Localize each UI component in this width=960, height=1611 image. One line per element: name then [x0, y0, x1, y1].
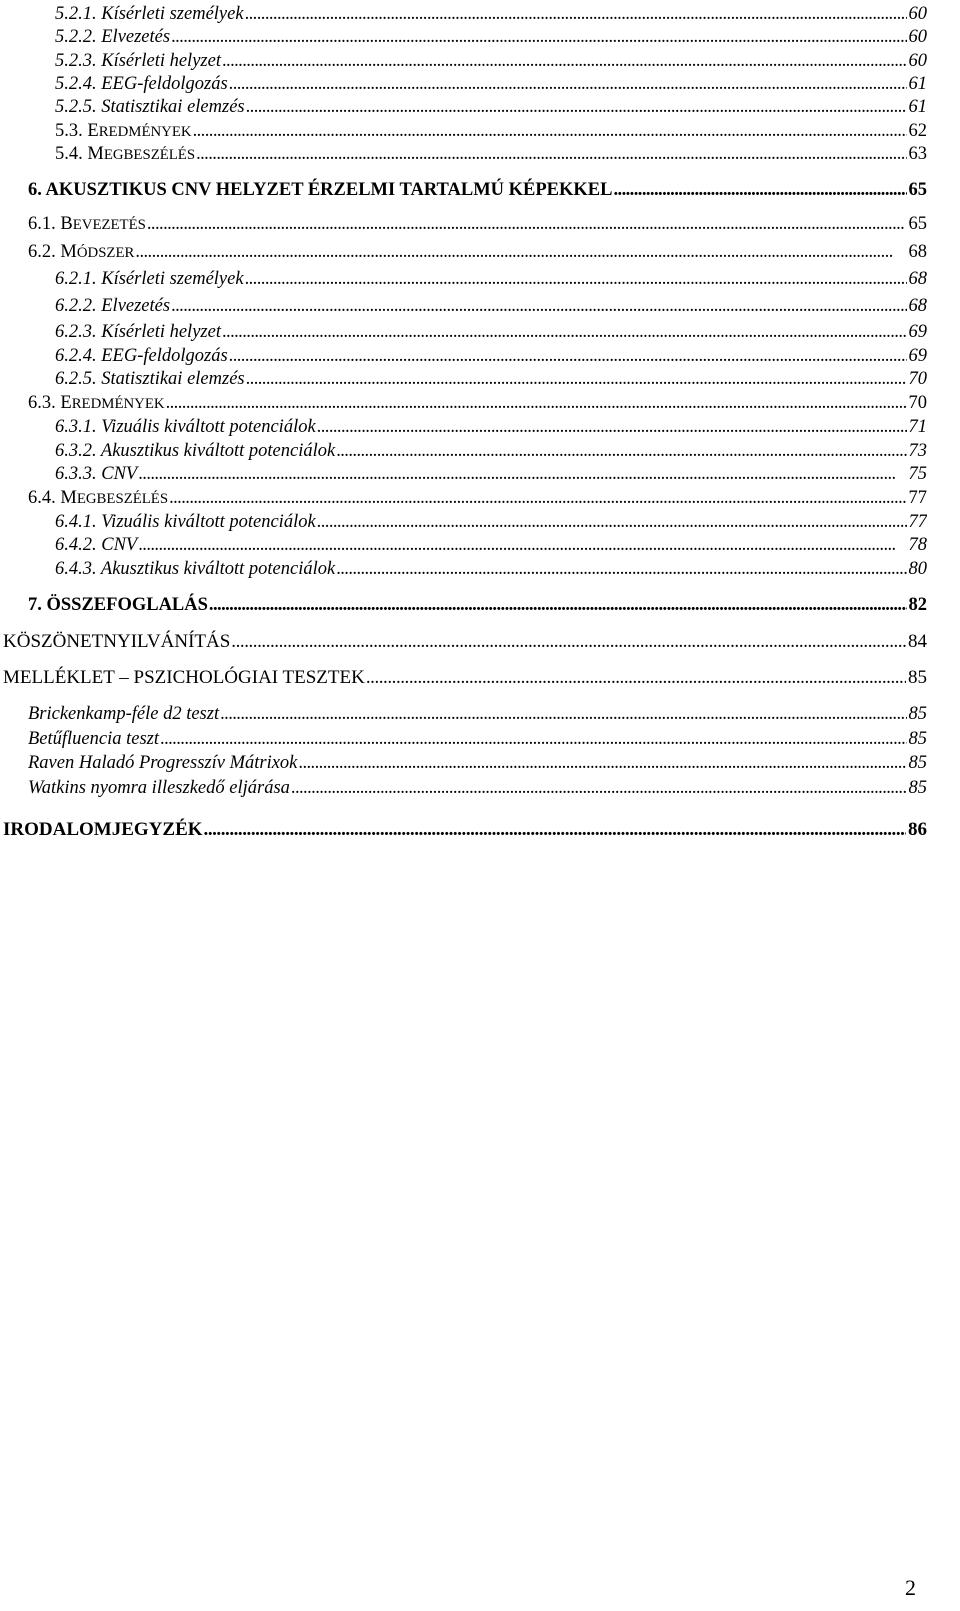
toc-leader: [196, 142, 906, 166]
toc-entry[interactable]: [28, 727, 927, 751]
toc-entry[interactable]: [28, 240, 927, 265]
toc-leader: [135, 240, 906, 264]
toc-entry-title: 6.2.4. EEG-feldolgozás: [55, 346, 228, 366]
toc-entry-title: 6. AKUSZTIKUS CNV HELYZET ÉRZELMI TARTALMÚ KÉPEKKEL: [28, 180, 613, 200]
toc-entry[interactable]: [28, 212, 927, 237]
toc-entry-title: Betűfluencia teszt: [28, 729, 160, 749]
toc-leader: [246, 367, 907, 391]
toc-leader: [171, 294, 906, 318]
toc-entry-page: 65: [908, 214, 927, 234]
toc-entry-title: 6.2. MÓDSZER: [28, 242, 135, 262]
toc-entry-page: 85: [908, 753, 927, 773]
toc-leader: [317, 415, 907, 439]
toc-entry-page: 62: [908, 121, 927, 141]
toc-leader: [147, 212, 907, 236]
toc-entry-title: KÖSZÖNETNYILVÁNÍTÁS: [3, 631, 231, 652]
toc-entry[interactable]: [55, 344, 927, 368]
page-number: 2: [905, 1575, 916, 1600]
toc-leader: [204, 818, 906, 842]
toc-entry-page: 86: [908, 819, 927, 840]
toc-entry[interactable]: [55, 462, 927, 486]
toc-entry-title: 6.4.1. Vizuális kiváltott potenciálok: [55, 512, 316, 532]
toc-leader: [229, 72, 907, 96]
toc-leader: [138, 462, 906, 486]
toc-entry-title: 6.4. MEGBESZÉLÉS: [28, 488, 169, 508]
toc-leader: [366, 666, 906, 690]
toc-leader: [222, 320, 907, 344]
toc-leader: [613, 178, 906, 202]
toc-leader: [336, 439, 906, 463]
toc-entry-title: 5.3. EREDMÉNYEK: [55, 121, 192, 141]
toc-leader: [166, 391, 907, 415]
toc-entry-title: 7. ÖSSZEFOGLALÁS: [28, 595, 208, 615]
toc-entry-page: 68: [908, 242, 927, 262]
toc-entry-page: 65: [908, 180, 927, 200]
toc-entry[interactable]: [28, 702, 927, 726]
toc-entry-page: 68: [908, 296, 927, 316]
toc-entry-page: 85: [908, 704, 927, 724]
toc-entry-page: 61: [908, 74, 927, 94]
toc-entry-page: 63: [908, 144, 927, 164]
toc-entry-page: 78: [908, 535, 927, 555]
toc-entry-page: 73: [908, 441, 927, 461]
toc-entry-title: MELLÉKLET – PSZICHOLÓGIAI TESZTEK: [3, 667, 365, 688]
toc-entry[interactable]: [55, 557, 927, 581]
toc-entry-page: 80: [908, 559, 927, 579]
toc-entry-title: 6.2.2. Elvezetés: [55, 296, 171, 316]
toc-leader: [171, 25, 906, 49]
toc-entry-page: 61: [908, 97, 927, 117]
toc-entry-page: 77: [908, 488, 927, 508]
toc-entry-title: 5.4. MEGBESZÉLÉS: [55, 144, 196, 164]
toc-entry-page: 71: [908, 417, 927, 437]
toc-entry[interactable]: [55, 95, 927, 119]
toc-entry[interactable]: [28, 486, 927, 511]
toc-leader: [336, 557, 906, 581]
toc-entry[interactable]: [55, 267, 927, 291]
toc-entry[interactable]: [55, 510, 927, 534]
toc-entry[interactable]: [55, 25, 927, 49]
toc-entry[interactable]: [55, 2, 927, 26]
toc-entry-title: 6.2.3. Kísérleti helyzet: [55, 322, 221, 342]
toc-entry-page: 68: [908, 269, 927, 289]
toc-entry[interactable]: [3, 666, 927, 690]
toc-entry[interactable]: [55, 142, 927, 167]
toc-entry[interactable]: [55, 72, 927, 96]
toc-entry-page: 69: [908, 322, 927, 342]
toc-leader: [317, 510, 907, 534]
toc-entry-title: 6.4.3. Akusztikus kiváltott potenciálok: [55, 559, 336, 579]
toc-leader: [245, 2, 907, 26]
toc-entry[interactable]: [55, 439, 927, 463]
toc-leader: [209, 593, 907, 617]
toc-entry-page: 85: [908, 729, 927, 749]
toc-entry-page: 70: [908, 369, 927, 389]
toc-entry-title: 5.2.5. Statisztikai elemzés: [55, 97, 245, 117]
toc-leader: [291, 776, 907, 800]
toc-leader: [245, 267, 907, 291]
toc-leader: [220, 702, 906, 726]
toc-entry[interactable]: [55, 294, 927, 318]
toc-entry[interactable]: [55, 320, 927, 344]
toc-entry[interactable]: [55, 119, 927, 144]
toc-entry-title: 6.3.3. CNV: [55, 464, 138, 484]
toc-entry[interactable]: [55, 367, 927, 391]
toc-leader: [298, 751, 906, 775]
toc-entry[interactable]: [28, 776, 927, 800]
toc-entry-page: 60: [908, 27, 927, 47]
toc-entry[interactable]: [28, 178, 927, 202]
toc-leader: [160, 727, 906, 751]
toc-entry[interactable]: [3, 818, 927, 842]
toc-entry[interactable]: [55, 49, 927, 73]
toc-entry-title: 5.2.2. Elvezetés: [55, 27, 171, 47]
toc-entry-title: Watkins nyomra illeszkedő eljárása: [28, 778, 290, 798]
toc-entry-title: 5.2.4. EEG-feldolgozás: [55, 74, 228, 94]
toc-entry[interactable]: [55, 533, 927, 557]
toc-leader: [193, 119, 907, 143]
toc-entry-title: 5.2.1. Kísérleti személyek: [55, 4, 244, 24]
toc-entry[interactable]: [3, 630, 927, 654]
toc-entry-page: 85: [908, 667, 927, 688]
toc-entry-page: 75: [908, 464, 927, 484]
toc-entry[interactable]: [28, 593, 927, 617]
toc-entry-page: 85: [908, 778, 927, 798]
toc-entry-title: 6.3.1. Vizuális kiváltott potenciálok: [55, 417, 316, 437]
toc-entry-page: 77: [908, 512, 927, 532]
toc-entry-title: Raven Haladó Progresszív Mátrixok: [28, 753, 298, 773]
toc-entry-title: IRODALOMJEGYZÉK: [3, 819, 203, 840]
toc-entry-title: 6.2.1. Kísérleti személyek: [55, 269, 244, 289]
toc-leader: [138, 533, 906, 557]
toc-leader: [229, 344, 907, 368]
toc-entry[interactable]: [28, 751, 927, 775]
toc-entry-title: 6.4.2. CNV: [55, 535, 138, 555]
toc-entry-title: Brickenkamp-féle d2 teszt: [28, 704, 220, 724]
toc-entry-page: 84: [908, 631, 927, 652]
toc-entry-page: 69: [908, 346, 927, 366]
toc-entry-title: 6.3.2. Akusztikus kiváltott potenciálok: [55, 441, 336, 461]
toc-entry-title: 6.2.5. Statisztikai elemzés: [55, 369, 245, 389]
toc-entry-title: 6.1. BEVEZETÉS: [28, 214, 146, 234]
toc-leader: [231, 630, 906, 654]
toc-entry[interactable]: [55, 415, 927, 439]
toc-entry-title: 6.3. EREDMÉNYEK: [28, 393, 165, 413]
toc-entry-title: 5.2.3. Kísérleti helyzet: [55, 51, 221, 71]
toc-leader: [169, 486, 906, 510]
toc-entry-page: 70: [908, 393, 927, 413]
toc-entry-page: 60: [908, 51, 927, 71]
toc-entry-page: 82: [908, 595, 927, 615]
toc-leader: [246, 95, 907, 119]
toc-entry-page: 60: [908, 4, 927, 24]
toc-leader: [222, 49, 907, 73]
toc-entry[interactable]: [28, 391, 927, 416]
